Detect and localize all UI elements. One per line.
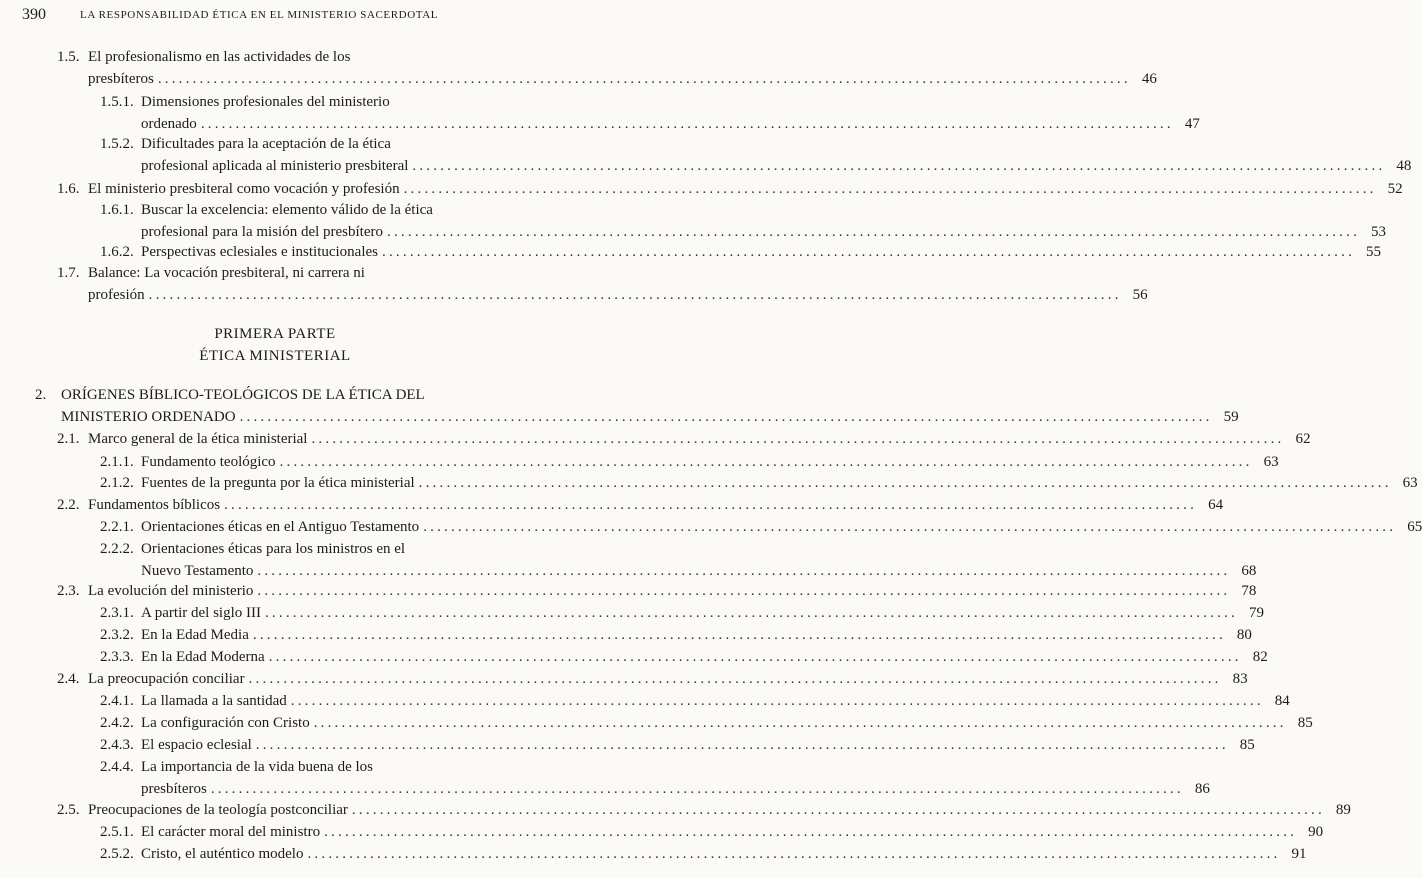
toc-entry-title-line: Orientaciones éticas para los ministros en el <box>141 541 406 557</box>
toc-entry-number: 1.5.2. <box>100 136 134 152</box>
toc-entry-page: 91 <box>1291 846 1307 862</box>
toc-entry-title-line: La llamada a la santidad <box>141 693 287 709</box>
page-number: 390 <box>22 6 46 23</box>
toc-entry-title-line: La preocupación conciliar <box>88 671 245 687</box>
toc-entry-title-line: La importancia de la vida buena de los <box>141 759 373 775</box>
toc-entry-title-line: A partir del siglo III <box>141 605 261 621</box>
toc-entry-number: 2.4.1. <box>100 693 134 709</box>
toc-entry-number: 2.5. <box>57 802 80 818</box>
toc-entry <box>57 262 1148 306</box>
dot-leader: ............................................................................................................................................ <box>290 693 1264 709</box>
toc-entry-title-line: Dimensiones profesionales del ministerio <box>141 94 390 110</box>
toc-entry-number: 1.7. <box>57 265 80 281</box>
toc-entry <box>57 494 1224 516</box>
toc-entry <box>100 451 1279 473</box>
toc-entry-page: 90 <box>1308 824 1324 840</box>
toc-entry-page: 55 <box>1366 244 1382 260</box>
toc-entry-title-line: La evolución del ministerio <box>88 583 254 599</box>
toc-entry-page: 65 <box>1407 519 1422 535</box>
dot-leader: ............................................................................................................................................ <box>268 649 1242 665</box>
toc-entry-number: 2.2. <box>57 497 80 513</box>
dot-leader: ............................................................................................................................................ <box>313 715 1287 731</box>
toc-entry-title-line: profesional aplicada al ministerio presbiteral <box>141 158 409 174</box>
toc-entry-title-line: Orientaciones éticas en el Antiguo Testamento <box>141 519 420 535</box>
toc-entry-page: 85 <box>1297 715 1313 731</box>
toc-entry-number: 2.3. <box>57 583 80 599</box>
toc-entry-title-line: ORÍGENES BÍBLICO-TEOLÓGICOS DE LA ÉTICA DEL <box>61 387 425 403</box>
part-label: PRIMERA PARTE <box>214 326 336 342</box>
dot-leader: ............................................................................................................................................ <box>387 224 1361 240</box>
toc-entry <box>100 821 1324 843</box>
dot-leader: ............................................................................................................................................ <box>311 431 1285 447</box>
toc-entry-title-line: Nuevo Testamento <box>141 563 254 579</box>
toc-entry-number: 2. <box>35 387 47 403</box>
toc-entry-number: 2.4.2. <box>100 715 134 731</box>
dot-leader: ............................................................................................................................................ <box>264 605 1238 621</box>
part-title: ÉTICA MINISTERIAL <box>199 348 351 364</box>
dot-leader: ............................................................................................................................................ <box>403 181 1377 197</box>
dot-leader: ............................................................................................................................................ <box>248 671 1222 687</box>
dot-leader: ............................................................................................................................................ <box>224 497 1198 513</box>
toc-entry-title-line: El espacio eclesial <box>141 737 252 753</box>
toc-entry-page: 62 <box>1295 431 1311 447</box>
toc-entry <box>35 384 1239 428</box>
toc-entry-page: 82 <box>1252 649 1268 665</box>
toc-entry-page: 52 <box>1387 181 1403 197</box>
toc-entry-title-line: Marco general de la ética ministerial <box>88 431 308 447</box>
dot-leader: ............................................................................................................................................ <box>257 583 1231 599</box>
dot-leader: ............................................................................................................................................ <box>255 737 1229 753</box>
toc-entry-title-line: Dificultades para la aceptación de la ética <box>141 136 391 152</box>
dot-leader: ............................................................................................................................................ <box>239 409 1213 425</box>
toc-entry-page: 78 <box>1241 583 1257 599</box>
toc-entry <box>100 734 1255 756</box>
toc-entry <box>100 241 1382 263</box>
toc-entry-page: 79 <box>1248 605 1264 621</box>
toc-entry-title-line: Balance: La vocación presbiteral, ni carrera ni <box>88 265 365 281</box>
toc-entry-number: 1.5. <box>57 49 80 65</box>
toc-entry <box>100 756 1210 800</box>
toc-entry <box>100 602 1264 624</box>
toc-entry-page: 56 <box>1132 287 1148 303</box>
toc-entry-title-line: En la Edad Media <box>141 627 249 643</box>
toc-entry-title-line: El carácter moral del ministro <box>141 824 321 840</box>
dot-leader: ............................................................................................................................................ <box>412 158 1386 174</box>
dot-leader: ............................................................................................................................................ <box>200 116 1174 132</box>
toc-entry-page: 46 <box>1141 71 1157 87</box>
toc-entry-page: 83 <box>1232 671 1248 687</box>
toc-entry-number: 2.3.2. <box>100 627 134 643</box>
toc-entry-number: 2.2.1. <box>100 519 134 535</box>
toc-entry <box>100 646 1268 668</box>
toc-entry-number: 1.6.1. <box>100 202 134 218</box>
dot-leader: ............................................................................................................................................ <box>423 519 1397 535</box>
toc-entry-page: 64 <box>1208 497 1224 513</box>
toc-entry-title-line: profesional para la misión del presbítero <box>141 224 384 240</box>
toc-entry <box>57 428 1311 450</box>
toc-entry <box>57 178 1403 200</box>
toc-entry-number: 2.5.2. <box>100 846 134 862</box>
toc-entry-number: 1.6.2. <box>100 244 134 260</box>
dot-leader: ............................................................................................................................................ <box>351 802 1325 818</box>
toc-entry-title-line: Perspectivas eclesiales e institucionales <box>141 244 379 260</box>
toc-entry-page: 68 <box>1241 563 1257 579</box>
toc-entry <box>100 472 1418 494</box>
dot-leader: ............................................................................................................................................ <box>307 846 1281 862</box>
dot-leader: ............................................................................................................................................ <box>157 71 1131 87</box>
toc-entry <box>57 668 1248 690</box>
toc-entry-title-line: El ministerio presbiteral como vocación y profesión <box>88 181 400 197</box>
toc-entry-page: 63 <box>1263 454 1279 470</box>
dot-leader: ............................................................................................................................................ <box>279 454 1253 470</box>
toc-entry-number: 2.3.1. <box>100 605 134 621</box>
dot-leader: ............................................................................................................................................ <box>148 287 1122 303</box>
toc-entry-number: 1.6. <box>57 181 80 197</box>
toc-entry-number: 2.4.4. <box>100 759 134 775</box>
toc-entry <box>100 624 1252 646</box>
toc-entry <box>100 91 1200 135</box>
toc-entry-page: 59 <box>1223 409 1239 425</box>
toc-entry-title-line: ordenado <box>141 116 197 132</box>
toc-entry-title-line: MINISTERIO ORDENADO <box>61 409 236 425</box>
dot-leader: ............................................................................................................................................ <box>252 627 1226 643</box>
toc-entry-number: 2.4.3. <box>100 737 134 753</box>
toc-entry-page: 48 <box>1396 158 1412 174</box>
toc-entry-title-line: Fundamentos bíblicos <box>88 497 221 513</box>
toc-entry-page: 86 <box>1194 781 1210 797</box>
toc-entry-page: 53 <box>1371 224 1387 240</box>
toc-entry-title-line: profesión <box>88 287 145 303</box>
page-header <box>22 6 530 28</box>
toc-entry-title-line: Buscar la excelencia: elemento válido de la ética <box>141 202 433 218</box>
toc-entry <box>57 580 1257 602</box>
toc-entry-number: 2.4. <box>57 671 80 687</box>
toc-entry-title-line: presbíteros <box>88 71 154 87</box>
toc-entry-page: 47 <box>1184 116 1200 132</box>
toc-entry-title-line: Fuentes de la pregunta por la ética ministerial <box>141 475 415 491</box>
running-title: LA RESPONSABILIDAD ÉTICA EN EL MINISTERIO SACERDOTAL <box>80 9 439 21</box>
toc-entry-number: 2.5.1. <box>100 824 134 840</box>
toc-entry-title-line: Preocupaciones de la teología postconciliar <box>88 802 348 818</box>
toc-entry-page: 89 <box>1335 802 1351 818</box>
toc-entry-number: 2.1.1. <box>100 454 134 470</box>
toc-entry-number: 2.2.2. <box>100 541 134 557</box>
dot-leader: ............................................................................................................................................ <box>382 244 1356 260</box>
dot-leader: ............................................................................................................................................ <box>418 475 1392 491</box>
toc-entry-title-line: Cristo, el auténtico modelo <box>141 846 304 862</box>
toc-entry <box>100 133 1412 177</box>
toc-entry <box>100 538 1257 582</box>
toc-entry <box>57 799 1351 821</box>
toc-entry <box>57 46 1157 90</box>
toc-entry-page: 84 <box>1274 693 1290 709</box>
toc-entry-page: 85 <box>1239 737 1255 753</box>
dot-leader: ............................................................................................................................................ <box>257 563 1231 579</box>
toc-entry <box>100 712 1313 734</box>
toc-entry-title-line: En la Edad Moderna <box>141 649 265 665</box>
toc-entry <box>100 690 1290 712</box>
toc-entry-number: 2.1. <box>57 431 80 447</box>
toc-entry-title-line: Fundamento teológico <box>141 454 276 470</box>
toc-entry <box>100 516 1422 538</box>
toc-entry-title-line: La configuración con Cristo <box>141 715 310 731</box>
toc-entry-page: 80 <box>1236 627 1252 643</box>
toc-entry-page: 63 <box>1402 475 1418 491</box>
toc-entry-title-line: El profesionalismo en las actividades de los <box>88 49 351 65</box>
toc-entry <box>100 199 1387 243</box>
toc-entry <box>100 843 1307 865</box>
toc-entry-number: 1.5.1. <box>100 94 134 110</box>
dot-leader: ............................................................................................................................................ <box>324 824 1298 840</box>
dot-leader: ............................................................................................................................................ <box>210 781 1184 797</box>
toc-entry-title-line: presbíteros <box>141 781 207 797</box>
toc-entry-number: 2.1.2. <box>100 475 134 491</box>
toc-entry-number: 2.3.3. <box>100 649 134 665</box>
